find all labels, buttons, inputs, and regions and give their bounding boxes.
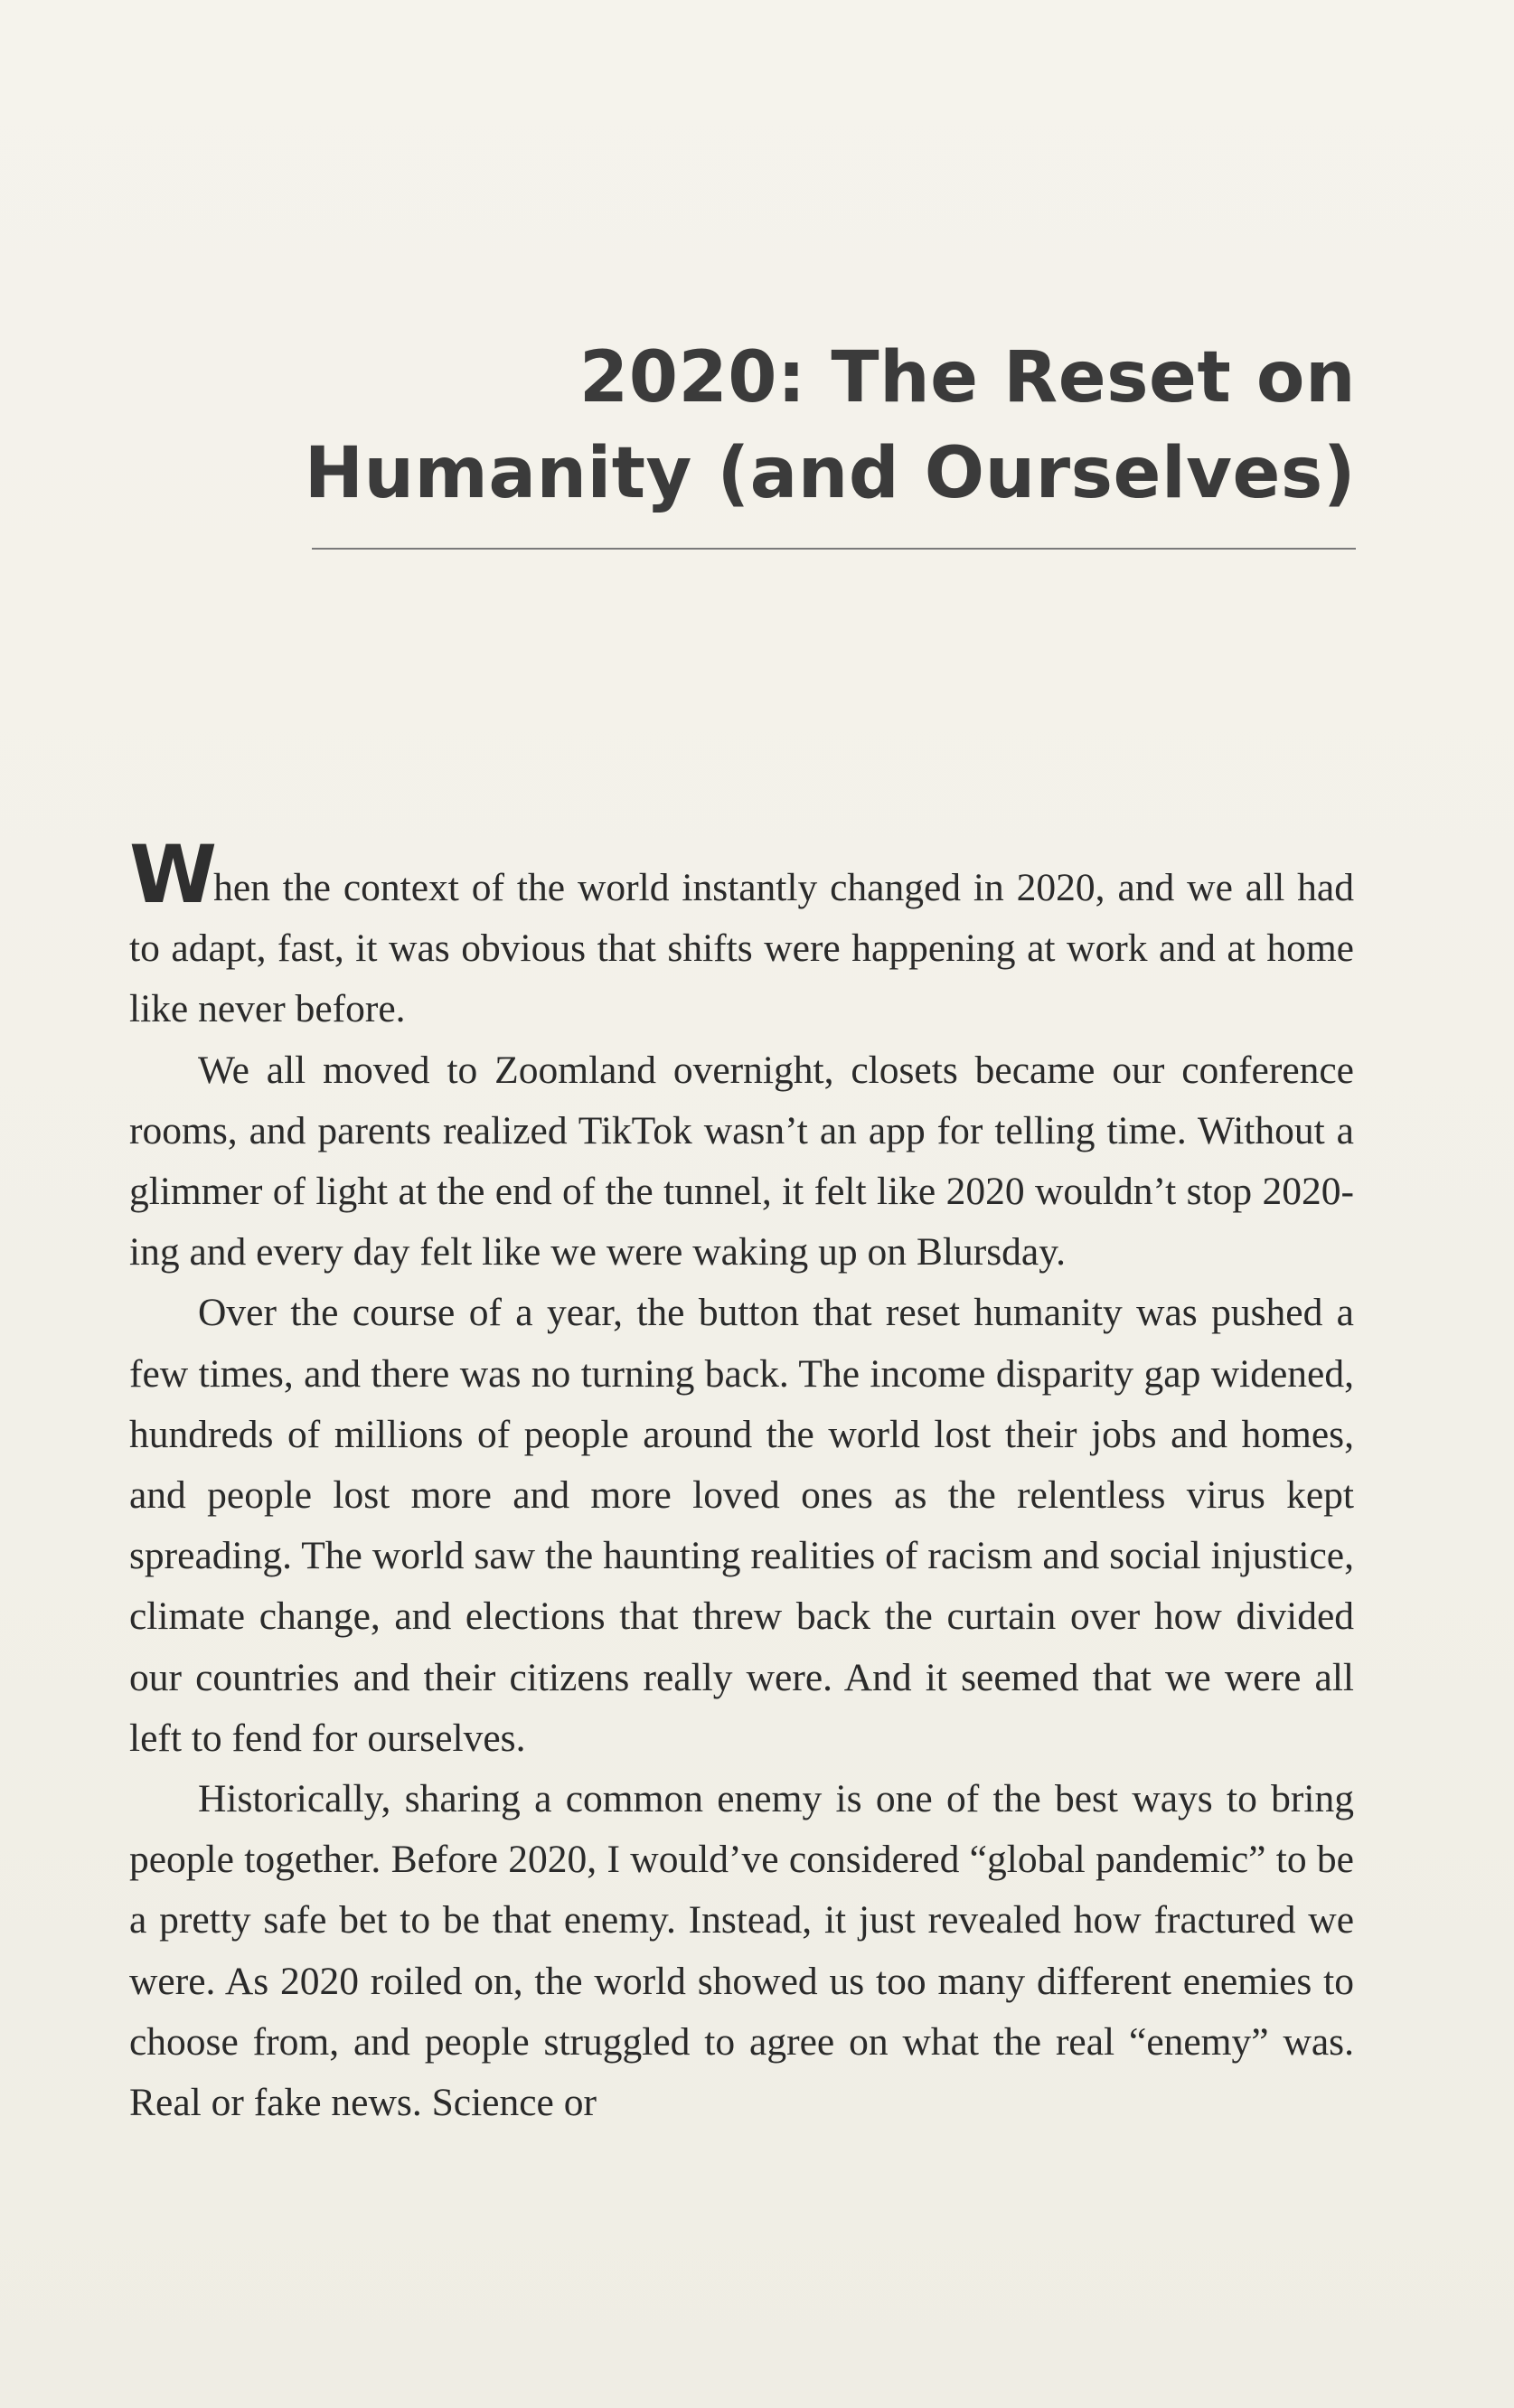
- chapter-title-line-2: Humanity (and Ourselves): [304, 433, 1356, 514]
- paragraph-2: We all moved to Zoomland overnight, closets became our conference rooms, and parents realized TikTok wasn’t an app for telling time. Without a glimmer of light at the end of the tunnel, it felt like 2020 wouldn’t stop 2020-ing and every day felt like we were waking up on Blursday.: [129, 1048, 1354, 1275]
- chapter-title: [271, 330, 1356, 522]
- paragraph-3: Over the course of a year, the button that reset humanity was pushed a few times, and there was no turning back. The income disparity gap widened, hundreds of millions of people around the world lost their jobs and homes, and people lost more and more loved ones as the relentless virus kept spreading. The world saw the haunting realities of racism and social injustice, climate change, and elections that threw back the curtain over how divided our countries and their citizens really were. And it seemed that we were all left to fend for ourselves.: [129, 1291, 1354, 1760]
- paragraph-1-text: hen the context of the world instantly changed in 2020, and we all had to adapt, fast, it was obvious that shifts were happening at work and at home like never before.: [129, 866, 1354, 1031]
- drop-cap: W: [129, 828, 214, 921]
- paragraph-1: [129, 828, 1354, 1040]
- chapter-title-line-1: 2020: The Reset on: [578, 337, 1356, 419]
- paragraph-4: Historically, sharing a common enemy is one of the best ways to bring people together. Before 2020, I would’ve considered “global pandemic” to be a pretty safe bet to be that enemy. Instead, it just revealed how fractured we were. As 2020 roiled on, the world showed us too many different enemies to choose from, and people struggled to agree on what the real “enemy” was. Real or fake news. Science or: [129, 1777, 1354, 2125]
- title-divider: [312, 548, 1356, 550]
- chapter-body: [129, 828, 1354, 2133]
